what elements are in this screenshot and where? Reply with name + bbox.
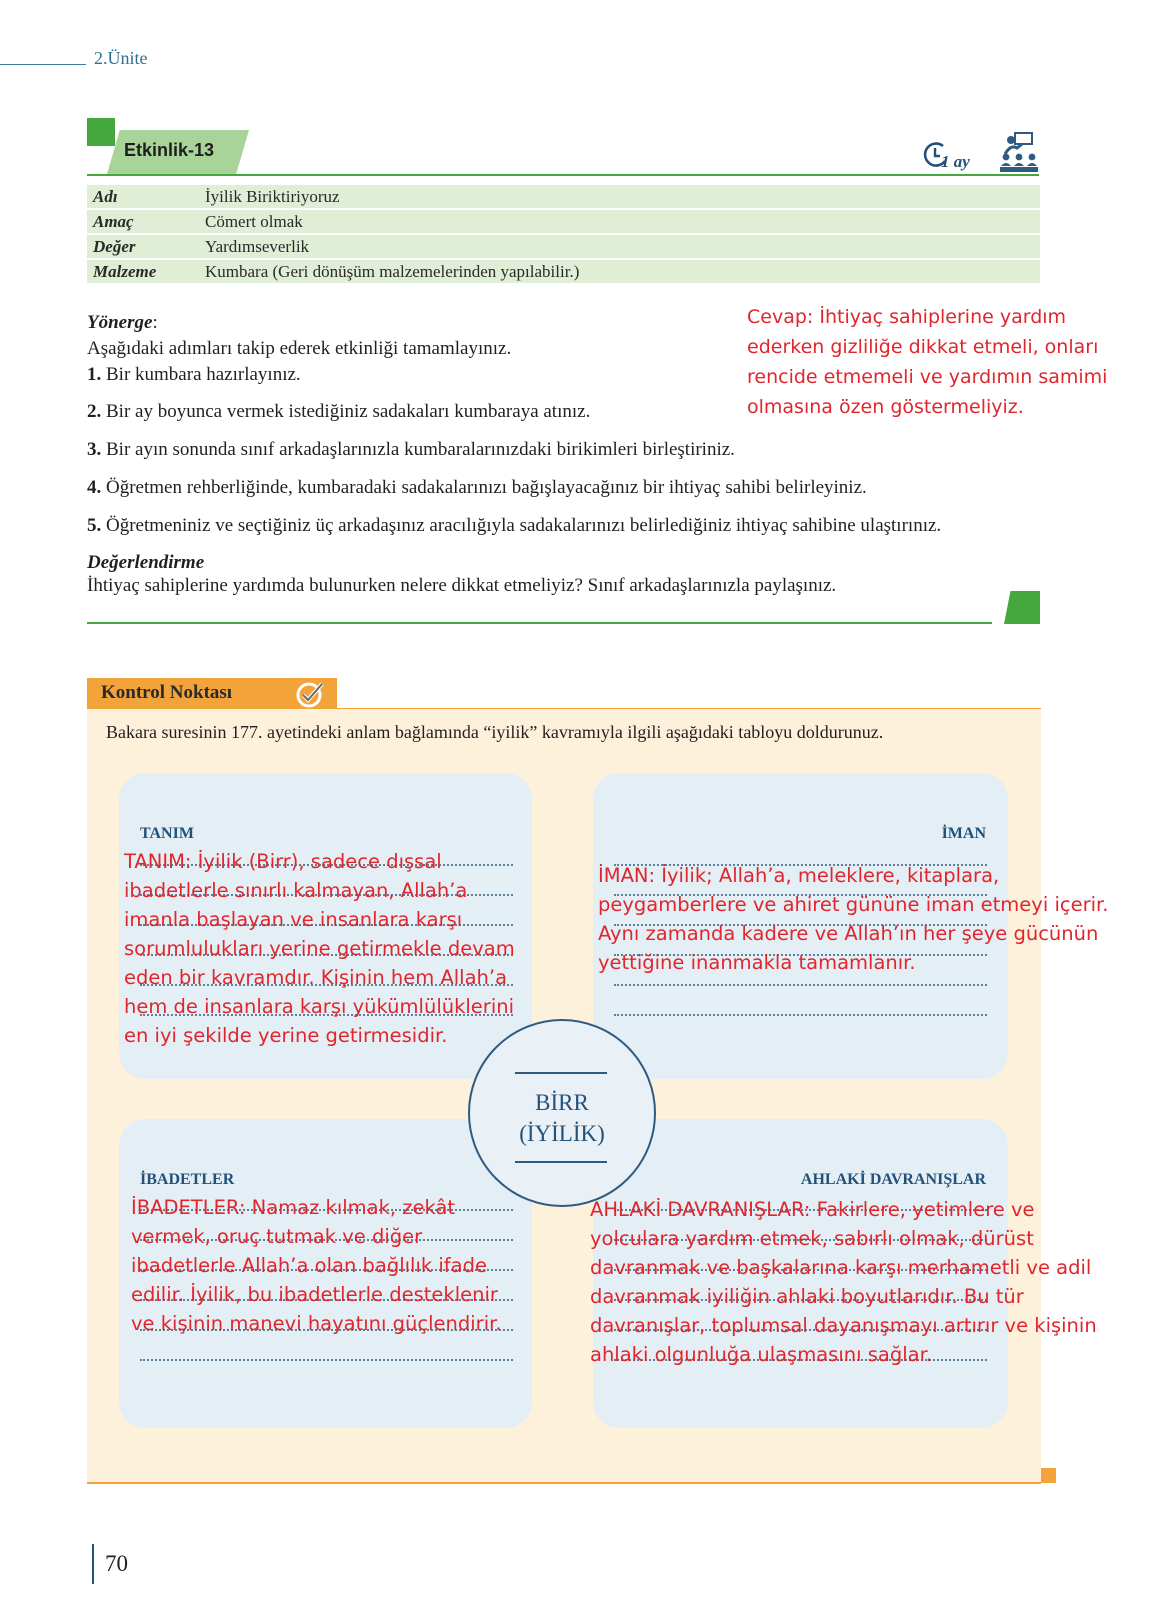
answer-line: İBADETLER: Namaz kılmak, zekât [131, 1196, 456, 1219]
step-text: Bir ayın sonunda sınıf arkadaşlarınızla kumbaralarınızdaki birikimleri birleştiriniz. [106, 439, 735, 460]
ahlak-answer [590, 1195, 1110, 1369]
instructions-intro: Aşağıdaki adımları takip ederek etkinliği tamamlayınız. [87, 338, 512, 359]
evaluation-title: Değerlendirme [87, 552, 205, 573]
iman-answer [598, 861, 1143, 977]
page-number: 70 [105, 1551, 128, 1576]
answer-line: peygamberlere ve ahiret gününe iman etmeyi içerir. [598, 893, 1109, 916]
birr-divider-top [515, 1072, 607, 1074]
step-text: Bir kumbara hazırlayınız. [106, 364, 301, 385]
birr-divider-bottom [515, 1161, 607, 1163]
unit-header-line [0, 64, 86, 65]
step-number: 3. [87, 439, 102, 460]
activity-info-table [87, 185, 1040, 285]
step-text: Öğretmen rehberliğinde, kumbaradaki sadakalarınızı bağışlayacağınız bir ihtiyaç sahibi belirleyiniz. [106, 477, 867, 498]
unit-label: 2.Ünite [94, 48, 148, 68]
info-key: Adı [93, 186, 118, 206]
ahlak-heading: AHLAKİ DAVRANIŞLAR [800, 1171, 986, 1188]
answer-line: Cevap: İhtiyaç sahiplerine yardım [747, 306, 1067, 328]
answer-line: ederken gizliliğe dikkat etmeli, onları [747, 336, 1099, 358]
step-number: 2. [87, 401, 102, 422]
control-point-title: Kontrol Noktası [101, 682, 233, 703]
step-item [87, 364, 301, 386]
info-value: Cömert olmak [205, 211, 303, 231]
step-item [87, 515, 941, 537]
instructions-title [87, 312, 158, 334]
answer-line: AHLAKİ DAVRANIŞLAR: Fakirlere, yetimlere ve [590, 1198, 1035, 1221]
answer-line: yolculara yardım etmek, sabırlı olmak, dürüst [590, 1227, 1034, 1250]
answer-line: en iyi şekilde yerine getirmesidir. [124, 1024, 448, 1047]
step-text: Öğretmeniniz ve seçtiğiniz üç arkadaşınız aracılığıyla sadakalarınızı belirlediğiniz ihtiyaç sahibine ulaştırınız. [106, 515, 942, 536]
step-number: 4. [87, 477, 102, 498]
activity-title: Etkinlik-13 [124, 140, 215, 160]
answer-line: TANIM: İyilik (Birr), sadece dışsal [124, 850, 442, 873]
answer-line: ahlaki olgunluğa ulaşmasını sağlar. [590, 1343, 932, 1366]
answer-line: imanla başlayan ve insanlara karşı [124, 908, 463, 931]
birr-label [508, 1087, 616, 1149]
answer-line: sorumlulukları yerine getirmekle devam [124, 937, 515, 960]
answer-text [747, 302, 1147, 422]
tanim-answer [124, 847, 524, 1050]
step-item [87, 477, 867, 499]
answer-line: davranmak iyiliğin ahlaki boyutlarıdır. Bu tür [590, 1285, 1024, 1308]
activity-title-square [87, 118, 115, 146]
info-value: Yardımseverlik [205, 236, 310, 256]
control-point-top-line [337, 708, 1041, 709]
answer-line: ibadetlerle sınırlı kalmayan, Allah’a [124, 879, 468, 902]
writing-line [614, 1014, 987, 1016]
colon: : [152, 312, 158, 333]
page-number-line [92, 1544, 94, 1584]
activity-bottom-square [1004, 591, 1040, 624]
step-text: Bir ay boyunca vermek istediğiniz sadakaları kumbaraya atınız. [106, 401, 591, 422]
info-key: Değer [93, 236, 136, 256]
duration-label: 1 ay [941, 152, 970, 171]
answer-line: yettiğine inanmakla tamamlanır. [598, 951, 916, 974]
ibadetler-answer [131, 1193, 531, 1338]
answer-line: davranışlar, toplumsal dayanışmayı artırır ve kişinin [590, 1314, 1097, 1337]
info-value: Kumbara (Geri dönüşüm malzemelerinden yapılabilir.) [205, 261, 580, 281]
answer-line: ve kişinin manevi hayatını güçlendirir. [131, 1312, 502, 1335]
birr-label-line1: BİRR [535, 1090, 589, 1115]
info-row [87, 260, 1040, 283]
activity-title-line [87, 174, 1039, 176]
answer-line: Aynı zamanda kadere ve Allah’ın her şeye gücünün [598, 922, 1099, 945]
info-key: Amaç [93, 211, 134, 231]
answer-line: vermek, oruç tutmak ve diğer [131, 1225, 423, 1248]
info-row [87, 210, 1040, 233]
answer-line: eden bir kavramdır. Kişinin hem Allah’a [124, 966, 508, 989]
writing-line [140, 1359, 513, 1361]
answer-line: edilir. İyilik, bu ibadetlerle desteklenir [131, 1283, 498, 1306]
answer-line: ibadetlerle Allah’a olan bağlılık ifade [131, 1254, 487, 1277]
step-item [87, 439, 735, 461]
ibadetler-heading: İBADETLER [140, 1171, 235, 1188]
iman-heading: İMAN [941, 825, 986, 842]
activity-bottom-line [87, 622, 992, 624]
tanim-heading: TANIM [140, 825, 194, 842]
answer-line: rencide etmemeli ve yardımın samimi [747, 366, 1108, 388]
answer-line: İMAN: İyilik; Allah’a, meleklere, kitaplara, [598, 864, 1000, 887]
answer-line: davranmak ve başkalarına karşı merhametli ve adil [590, 1256, 1092, 1279]
info-key: Malzeme [93, 261, 157, 281]
evaluation-text: İhtiyaç sahiplerine yardımda bulunurken nelere dikkat etmeliyiz? Sınıf arkadaşlarınızla paylaşınız. [87, 575, 837, 596]
birr-label-line2: (İYİLİK) [519, 1121, 605, 1146]
control-point-bottom-square [1041, 1468, 1056, 1483]
instructions-title-text: Yönerge [87, 312, 153, 333]
answer-line: hem de insanlara karşı yükümlülüklerini [124, 995, 515, 1018]
check-icon [295, 680, 325, 708]
writing-line [614, 984, 987, 986]
answer-line: olmasına özen göstermeliyiz. [747, 396, 1024, 418]
info-row [87, 185, 1040, 208]
info-row [87, 235, 1040, 258]
info-value: İyilik Biriktiriyoruz [205, 186, 340, 206]
control-point-instruction: Bakara suresinin 177. ayetindeki anlam bağlamında “iyilik” kavramıyla ilgili aşağıdaki tabloyu doldurunuz. [106, 722, 884, 742]
step-number: 1. [87, 364, 102, 385]
group-presentation-icon [1000, 132, 1038, 172]
step-number: 5. [87, 515, 102, 536]
step-item [87, 401, 590, 423]
control-point-bottom-line [87, 1482, 1041, 1484]
